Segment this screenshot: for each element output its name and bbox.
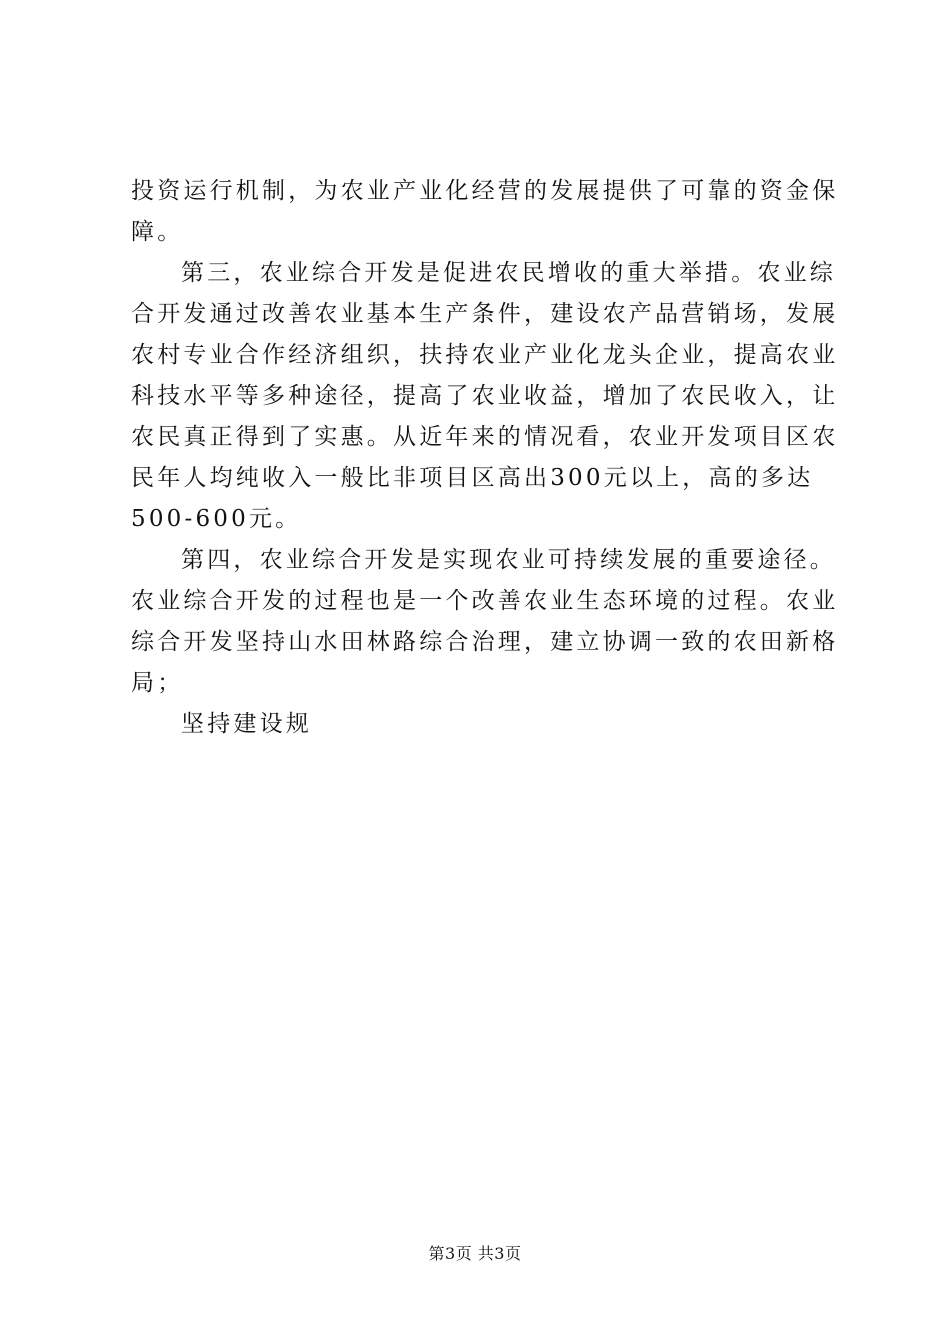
paragraph-line: 农村专业合作经济组织，扶持农业产业化龙头企业，提高农业 <box>131 342 839 368</box>
paragraph-line: 第三，农业综合开发是促进农民增收的重大举措。农业综 <box>181 260 836 286</box>
page-total: 共3页 <box>477 1244 522 1263</box>
paragraph-line: 农业综合开发的过程也是一个改善农业生态环境的过程。农业 <box>131 588 839 614</box>
paragraph-line: 第四，农业综合开发是实现农业可持续发展的重要途径。 <box>181 547 836 573</box>
paragraph-line: 坚持建设规 <box>181 711 312 737</box>
paragraph-line: 综合开发坚持山水田林路综合治理，建立协调一致的农田新格 <box>131 629 839 655</box>
paragraph-line: 障。 <box>131 219 184 245</box>
page-number: 第3页 <box>428 1244 473 1263</box>
paragraph-line: 合开发通过改善农业基本生产条件，建设农产品营销场，发展 <box>131 301 839 327</box>
paragraph-line: 科技水平等多种途径，提高了农业收益，增加了农民收入，让 <box>131 383 839 409</box>
page-footer <box>0 1243 950 1265</box>
paragraph-line: 投资运行机制，为农业产业化经营的发展提供了可靠的资金保 <box>131 178 839 204</box>
paragraph-line: 局； <box>131 670 184 696</box>
paragraph-line: 民年人均纯收入一般比非项目区高出300元以上，高的多达 <box>131 465 814 491</box>
document-body <box>131 171 839 745</box>
paragraph-line: 500-600元。 <box>131 506 302 532</box>
paragraph-line: 农民真正得到了实惠。从近年来的情况看，农业开发项目区农 <box>131 424 839 450</box>
